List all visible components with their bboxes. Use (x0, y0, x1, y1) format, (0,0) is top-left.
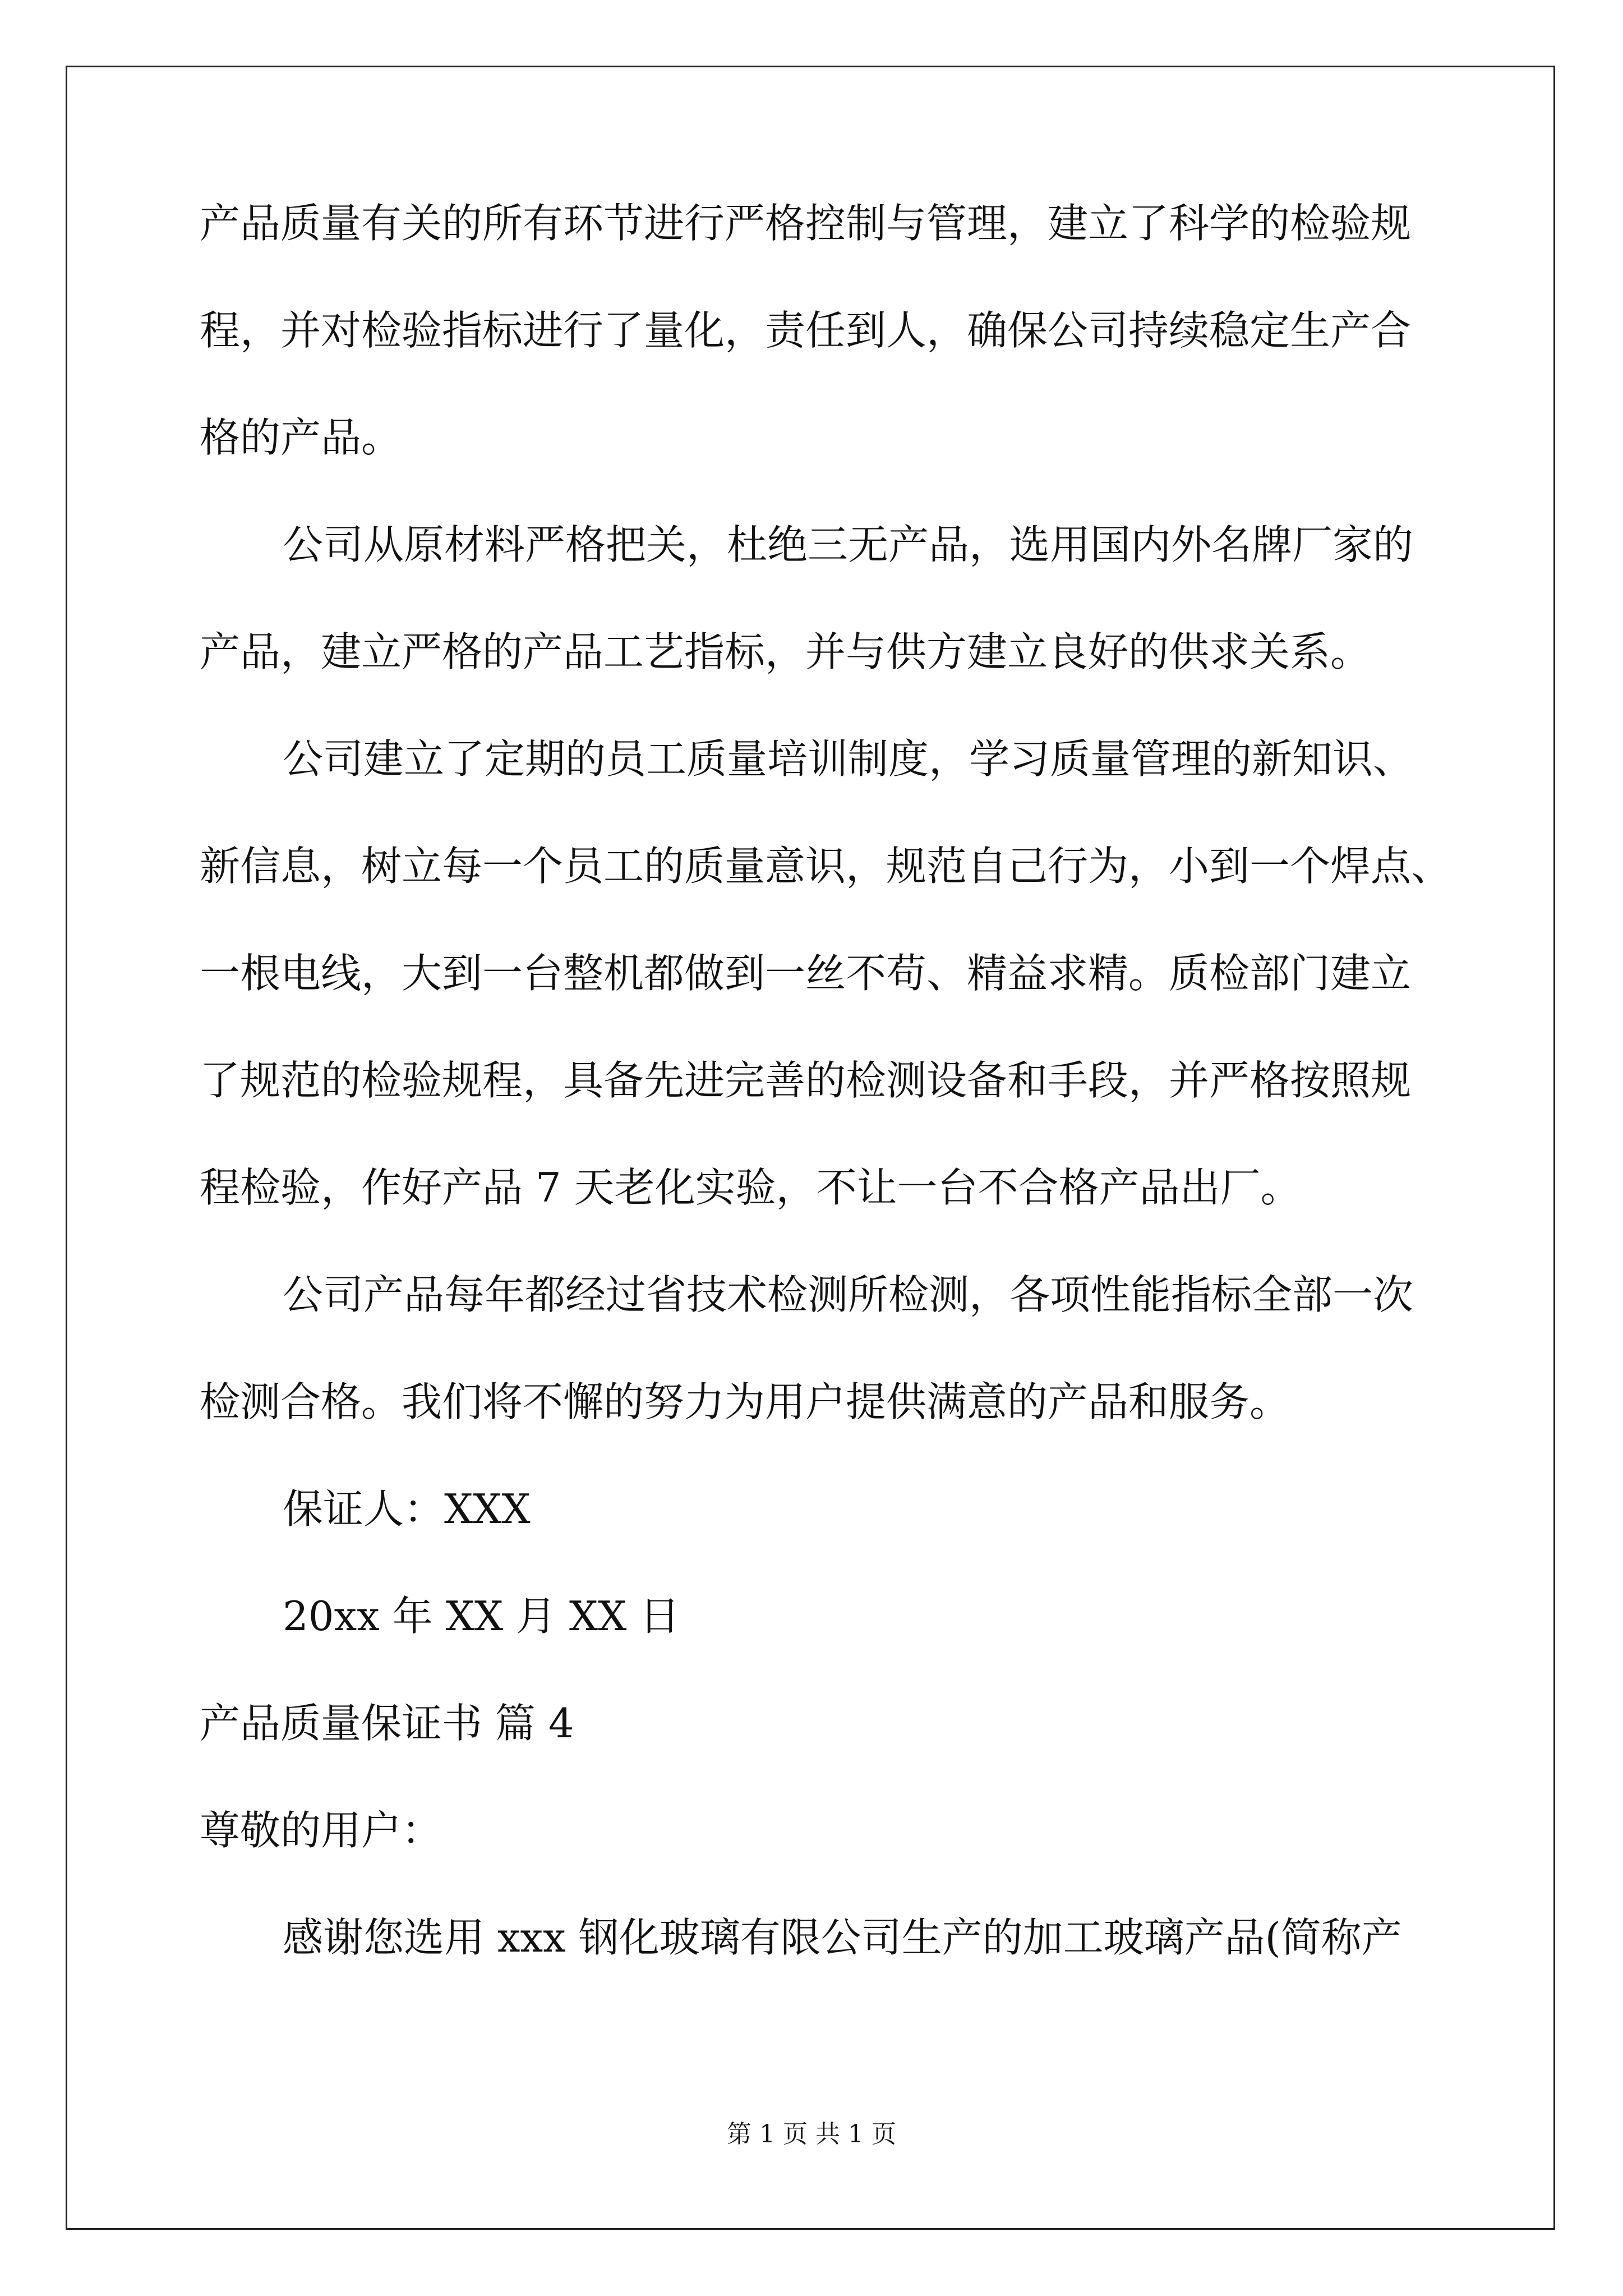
paragraph-line: 了规范的检验规程，具备先进完善的检测设备和手段，并严格按照规 (200, 1057, 1412, 1104)
paragraph-line: 感谢您选用 xxx 钢化玻璃有限公司生产的加工玻璃产品(简称产 (283, 1914, 1402, 1961)
paragraph-line: 程，并对检验指标进行了量化，责任到人，确保公司持续稳定生产合 (200, 307, 1412, 354)
paragraph-line: 产品，建立严格的产品工艺指标，并与供方建立良好的供求关系。 (200, 628, 1371, 675)
paragraph-line: 格的产品。 (200, 414, 402, 461)
paragraph-line: 一根电线，大到一台整机都做到一丝不苟、精益求精。质检部门建立 (200, 950, 1412, 997)
paragraph-line: 新信息，树立每一个员工的质量意识，规范自己行为，小到一个焊点、 (200, 843, 1452, 890)
paragraph-line: 公司从原材料严格把关，杜绝三无产品，选用国内外名牌厂家的 (283, 521, 1414, 568)
salutation: 尊敬的用户： (200, 1807, 442, 1854)
page-border (66, 66, 1555, 2230)
date-line: 20xx 年 XX 月 XX 日 (283, 1593, 680, 1640)
paragraph-line: 公司建立了定期的员工质量培训制度，学习质量管理的新知识、 (283, 735, 1414, 783)
guarantor-line: 保证人：XXX (283, 1485, 531, 1533)
page-footer: 第 1 页 共 1 页 (727, 2120, 896, 2148)
paragraph-line: 产品质量有关的所有环节进行严格控制与管理，建立了科学的检验规 (200, 200, 1412, 247)
section-heading: 产品质量保证书 篇 4 (200, 1700, 574, 1747)
paragraph-line: 公司产品每年都经过省技术检测所检测，各项性能指标全部一次 (283, 1271, 1414, 1318)
paragraph-line: 程检验，作好产品 7 天老化实验，不让一台不合格产品出厂。 (200, 1164, 1301, 1211)
paragraph-line: 检测合格。我们将不懈的努力为用户提供满意的产品和服务。 (200, 1378, 1290, 1425)
